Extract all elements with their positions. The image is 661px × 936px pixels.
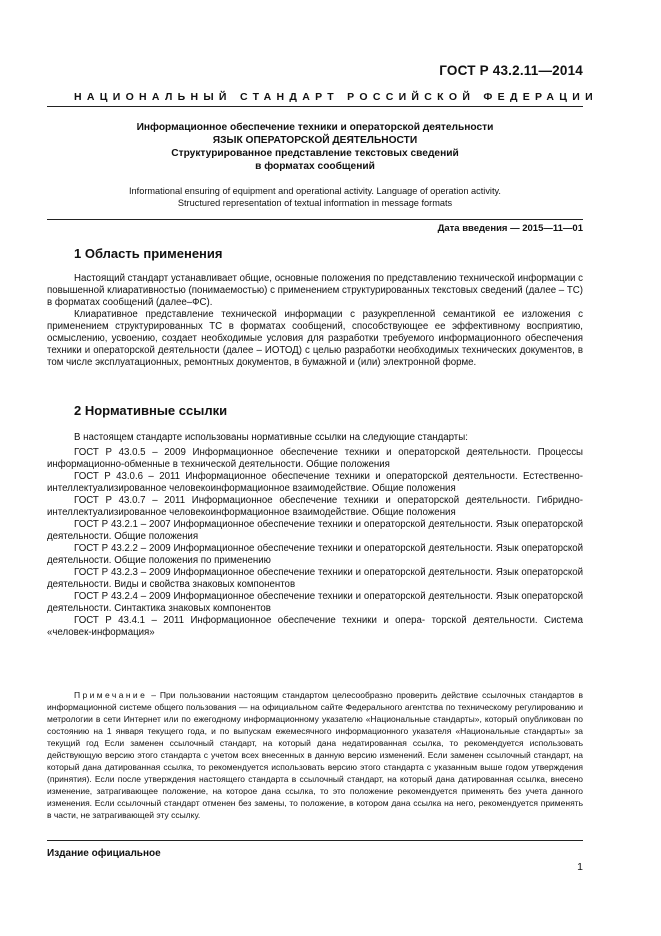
note-paragraph [47, 689, 583, 821]
reference-item: ГОСТ Р 43.4.1 – 2011 Информационное обеспечение техники и опера- торской деятельности. Система «человек-информация» [47, 615, 583, 638]
title-line: в форматах сообщений [255, 161, 375, 172]
section-2-heading: 2 Нормативные ссылки [74, 403, 228, 418]
english-title-line: Structured representation of textual information in message formats [177, 198, 453, 208]
document-title-block [47, 121, 583, 173]
section-1-heading: 1 Область применения [74, 246, 223, 261]
reference-item: ГОСТ Р 43.2.2 – 2009 Информационное обеспечение техники и операторской деятельности. Язык операторской деятельности. Общие положения по применению [47, 543, 583, 566]
reference-item: ГОСТ Р 43.0.5 – 2009 Информационное обеспечение техники и операторской деятельности. Процессы информационно-обменные в технической деятельности. Общие положения [47, 447, 583, 470]
introduction-date: Дата введения — 2015—11—01 [437, 223, 583, 234]
english-title-line: Informational ensuring of equipment and operational activity. Language of operation activity. [129, 186, 501, 196]
footer-divider [47, 840, 583, 841]
english-title-block [47, 185, 583, 209]
date-divider [47, 219, 583, 220]
title-line: Информационное обеспечение техники и операторской деятельности [136, 122, 494, 133]
reference-item: ГОСТ Р 43.2.1 – 2007 Информационное обеспечение техники и операторской деятельности. Язык операторской деятельности. Общие положения [47, 519, 583, 542]
references-intro: В настоящем стандарте использованы нормативные ссылки на следующие стандарты: [74, 432, 468, 443]
note-label: Примечание [74, 690, 148, 700]
reference-item: ГОСТ Р 43.0.7 – 2011 Информационное обеспечение техники и операторской деятельности. Гибридно-интеллектуализированное человекоинформационное взаимодействие. Общие положения [47, 495, 583, 518]
section-1-paragraph: Настоящий стандарт устанавливает общие, основные положения по представлению технической информации с повышенной клиаративностью (понимаемостью) с применением структурированных текстовых сведений (далее – ТС) в форматах сообщений (далее–ФС). [47, 273, 584, 308]
reference-item: ГОСТ Р 43.0.6 – 2011 Информационное обеспечение техники и операторской деятельности. Естественно-интеллектуализированное человекоинформационное взаимодействие. Общие положения [47, 471, 583, 494]
section-2-body [47, 432, 583, 639]
reference-item: ГОСТ Р 43.2.3 – 2009 Информационное обеспечение техники и операторской деятельности. Язык операторской деятельности. Виды и свойства знаковых компонентов [47, 567, 583, 590]
section-1-paragraph: Клиаративное представление технической информации с разукрепленной семантикой ее изложения с применением структурированных ТС в форматах сообщений, способствующее ее эффективному восприятию, осмыслению, усвоению, создает необходимые условия для разработки требуемого информационного обеспечения техники и операторской деятельности (далее – ИОТОД) с целью разработки необходимых технических документов, в том числе эксплуатационных, ремонтных документов, в бумажной и (или) электронной форме. [47, 309, 583, 368]
national-standard-banner: НАЦИОНАЛЬНЫЙ СТАНДАРТ РОССИЙСКОЙ ФЕДЕРАЦИИ [74, 91, 598, 103]
reference-item: ГОСТ Р 43.2.4 – 2009 Информационное обеспечение техники и операторской деятельности. Язык операторской деятельности. Синтактика знаковых компонентов [47, 591, 583, 614]
title-line: Структурированное представление текстовых сведений [171, 148, 459, 159]
title-line: ЯЗЫК ОПЕРАТОРСКОЙ ДЕЯТЕЛЬНОСТИ [212, 135, 418, 146]
edition-label: Издание официальное [47, 848, 161, 859]
page-number: 1 [577, 861, 583, 873]
header-divider [47, 106, 583, 107]
document-code: ГОСТ Р 43.2.11—2014 [439, 63, 583, 78]
section-1-body [47, 273, 583, 369]
note-text: – При пользовании настоящим стандартом целесообразно проверить действие ссылочных стандартов в информационной системе общего пользования — на официальном сайте Федерального агентства по техническому регулированию и метрологии в сети Интернет или по ежегодному информационному указателю «Национальные стандарты», который опубликован по состоянию на 1 января текущего года, и по выпускам ежемесячного информационного указателя «Национальные стандарты» за текущий год Если заменен ссылочный стандарт, на который дана недатированная ссылка, то рекомендуется использовать действующую версию этого стандарта с учетом всех внесенных в данную версию изменений. Если заменен ссылочный стандарт, на который дана датированная ссылка, то рекомендуется использовать версию этого стандарта с указанным выше годом утверждения (принятия). Если после утверждения настоящего стандарта в ссылочный стандарт, на который дана датированная ссылка, внесено изменение, затрагивающее положение, на которое дана ссылка, то это положение рекомендуется применять без учета данного изменения. Если ссылочный стандарт отменен без замены, то положение, в котором дана ссылка на него, рекомендуется применять в части, не затрагивающей эту ссылку. [47, 690, 583, 820]
note-block [47, 689, 583, 821]
